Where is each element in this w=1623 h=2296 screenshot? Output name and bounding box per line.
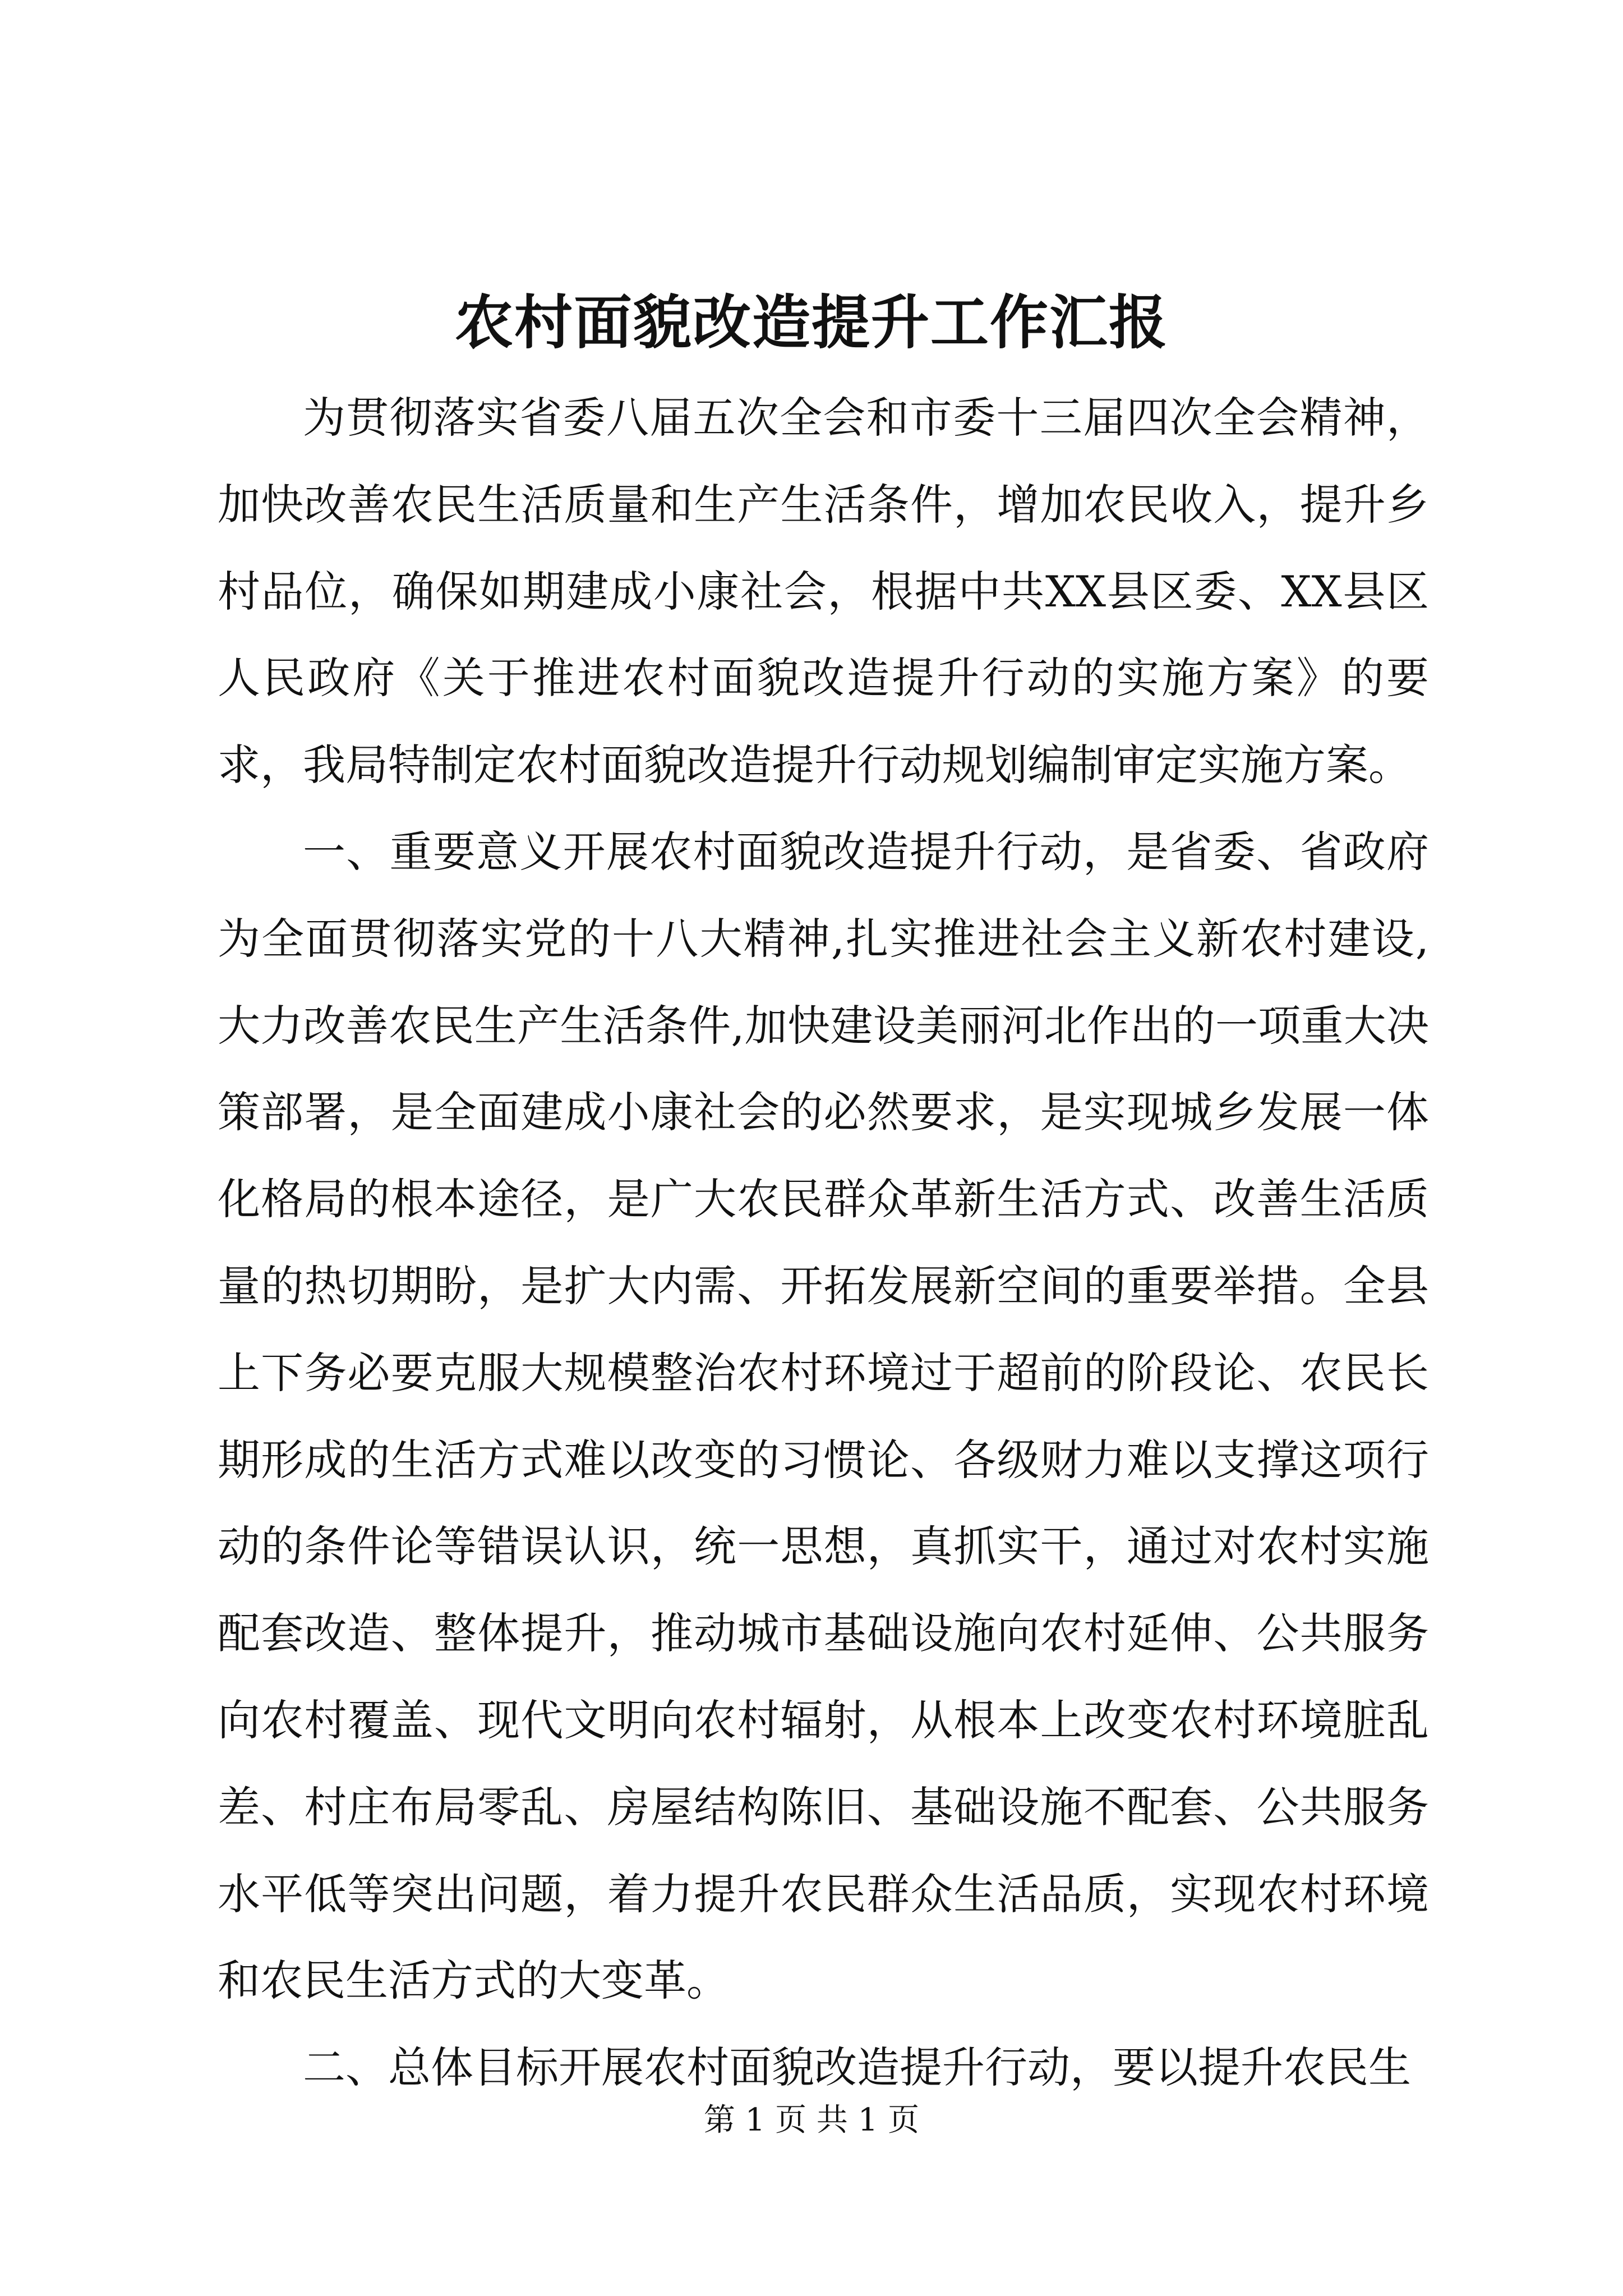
document-title: 农村面貌改造提升工作汇报 <box>454 288 1168 357</box>
paragraph-overall-goal: 二、总体目标开展农村面貌改造提升行动，要以提升农民生 <box>303 2042 1411 2093</box>
paragraph-significance: 一、重要意义开展农村面貌改造提升行动，是省委、省政府为全面贯彻落实党的十八大精神,扎实推进社会主义新农村建设,大力改善农民生产生活条件,加快建设美丽河北作出的一项重大决策部署，是全面建成小康社会的必然要求，是实现城乡发展一体化格局的根本途径，是广大农民群众革新生活方式、改善生活质量的热切期盼，是扩大内需、开拓发展新空间的重要举措。全县上下务必要克服大规模整治农村环境过于超前的阶段论、农民长期形成的生活方式难以改变的习惯论、各级财力难以支撑这项行动的条件论等错误认识，统一思想，真抓实干，通过对农村实施配套改造、整体提升，推动城市基础设施向农村延伸、公共服务向农村覆盖、现代文明向农村辐射，从根本上改变农村环境脏乱差、村庄布局零乱、房屋结构陈旧、基础设施不配套、公共服务水平低等突出问题，着力提升农民群众生活品质，实现农村环境和农民生活方式的大变革。 <box>218 826 1429 2006</box>
paragraph-intro: 为贯彻落实省委八届五次全会和市委十三届四次全会精神，加快改善农民生活质量和生产生活条件，增加农民收入，提升乡村品位，确保如期建成小康社会，根据中共XX县区委、XX县区人民政府《关于推进农村面貌改造提升行动的实施方案》的要求，我局特制定农村面貌改造提升行动规划编制审定实施方案。 <box>218 393 1429 790</box>
document-body <box>218 375 1429 2111</box>
page-number-footer: 第 1 页 共 1 页 <box>703 2102 920 2138</box>
